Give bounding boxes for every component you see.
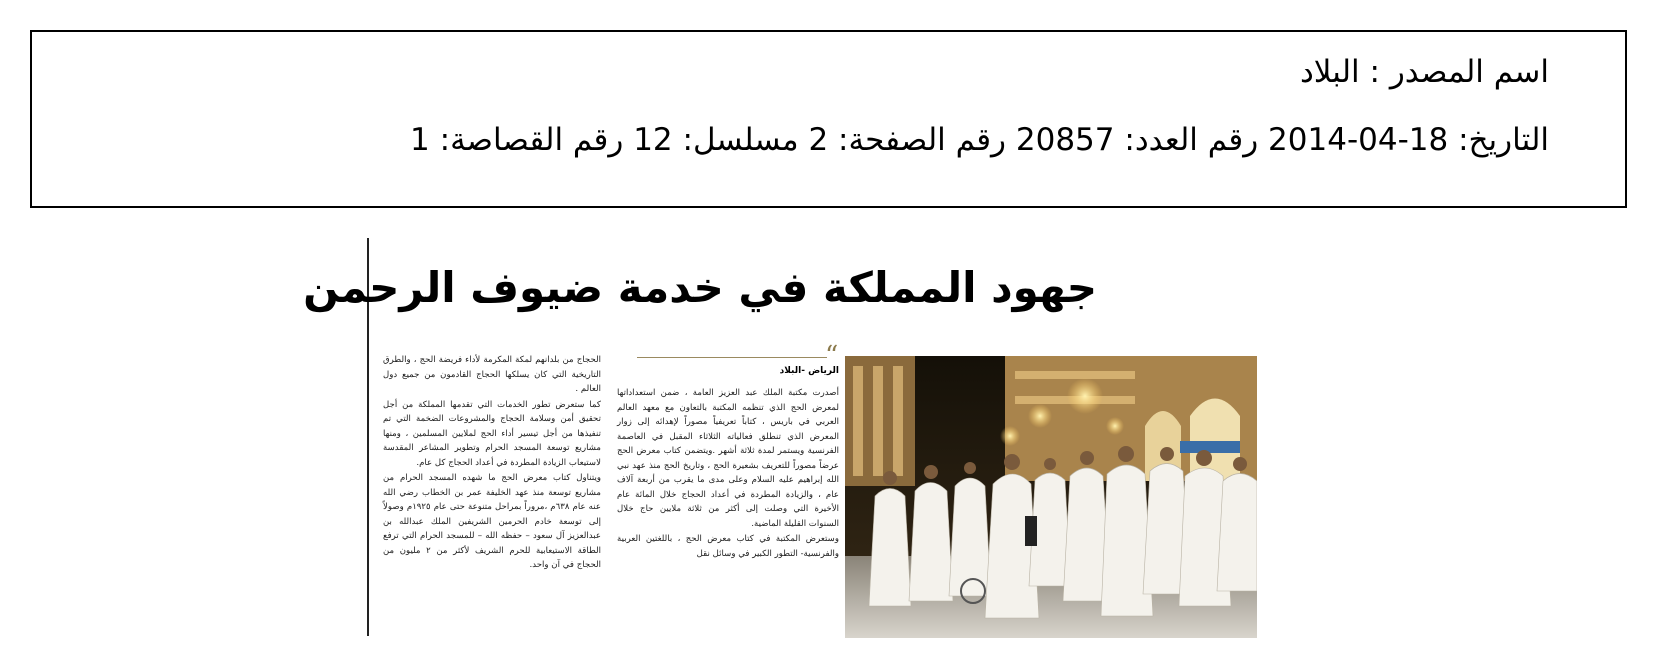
article-column-left — [383, 353, 601, 574]
pilgrims-photo — [845, 356, 1257, 638]
article-paragraph: وستعرض المكتبة في كتاب معرض الحج ، باللغتين العربية والفرنسية- التطور الكبير في وسائل نقل — [617, 534, 839, 559]
source-name-line: اسم المصدر : البلاد — [1299, 54, 1549, 90]
issue-info-line: التاريخ: 18-04-2014 رقم العدد: 20857 رقم الصفحة: 2 مسلسل: 12 رقم القصاصة: 1 — [410, 122, 1549, 158]
source-info-box — [30, 30, 1627, 208]
pilgrims-photo-illustration — [845, 356, 1257, 638]
quote-divider — [637, 357, 827, 358]
article-paragraph: كما ستعرض تطور الخدمات التي تقدمها المملكة من أجل تحقيق أمن وسلامة الحجاج والمشروعات الضخمة التي تم تنفيذها من أجل تيسير أداء الحج لملايين المسلمين ، ومنها مشاريع توسعة المسجد الحرام وتطوير المشاعر المقدسة لاستيعاب الزيادة المطردة في أعداد الحجاج كل عام. — [383, 399, 601, 468]
article-paragraph: أصدرت مكتبة الملك عبد العزيز العامة ، ضمن استعداداتها لمعرض الحج الذي تنظمه المكتبة بالتعاون مع معهد العالم العربي في باريس ، كتاباً تعريفياً مصوراً لإهدائه إلى زوار المعرض الذي تنطلق فعالياته الثلاثاء المقبل في العاصمة الفرنسية ويستمر لمدة ثلاثة أشهر .ويتضمن كتاب معرض الحج عرضاً مصوراً للتعريف بشعيرة الحج ، وتاريخ الحج منذ عهد نبي الله إبراهيم عليه السلام وعلى مدى ما يقرب من أربعة آلاف عام ، والزيادة المطردة في أعداد الحجاج خلال المائة عام الأخيرة التي وصلت إلى أكثر من ثلاثة ملايين حاج خلال السنوات القليلة الماضية. — [617, 388, 839, 529]
article-paragraph: ويتناول كتاب معرض الحج ما شهده المسجد الحرام من مشاريع توسعة منذ عهد الخليفة عمر بن الخطاب رضي الله عنه عام ٦٣٨م ،مروراً بمراحل متنوعة حتى عام ١٩٢٥م وصولاً إلى توسعة خادم الحرمين الشريفين الملك عبدالله بن عبدالعزيز آل سعود – حفظه الله – للمسجد الحرام التي ترفع الطاقة الاستيعابية للحرم الشريف لأكثر من ٢ مليون من الحجاج في آن واحد. — [383, 473, 602, 570]
article-headline: جهود المملكة في خدمة ضيوف الرحمن — [303, 263, 1097, 312]
article-paragraph: الحجاج من بلدانهم لمكة المكرمة لأداء فريضة الحج ، والطرق التاريخية التي كان يسلكها الحجاج القادمون من جميع دول العالم . — [383, 355, 601, 394]
quote-mark-icon: “ — [825, 341, 839, 371]
article-column-middle — [617, 386, 839, 562]
newspaper-clipping — [303, 238, 1262, 658]
article-byline: الرياض -البلاد — [779, 366, 839, 376]
